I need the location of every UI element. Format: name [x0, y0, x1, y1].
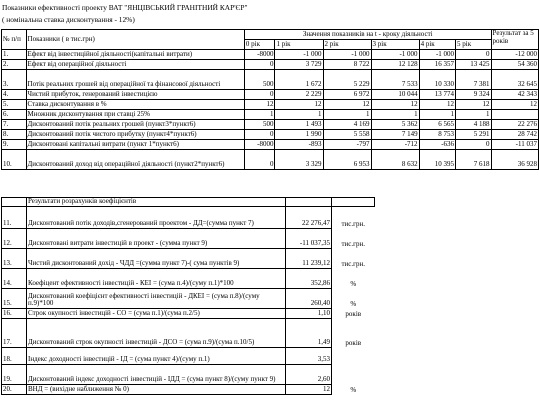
table-row — [2, 130, 539, 140]
year-value: 1 672 — [275, 70, 323, 90]
row-label: Дисконтований потік доходів,сгенерований проектом - ДД=(сумма пункт 7) — [27, 207, 286, 229]
row-label: Дисконтовані капітальні витрати (пункт 1*пункт6) — [26, 140, 244, 150]
row-label: Ефект від інвестиційної діяльності(капітальні витрати) — [26, 50, 244, 60]
table-row — [2, 70, 539, 90]
table-row — [2, 207, 375, 229]
year-value: 12 — [244, 100, 275, 110]
year-value: 500 — [244, 120, 275, 130]
years-group-header: Значення показників на t - кроку діяльності — [244, 30, 491, 40]
row-number: 12. — [2, 229, 27, 249]
year-value: 13 425 — [456, 60, 492, 70]
table-row — [2, 229, 375, 249]
year-value: 16 357 — [419, 60, 455, 70]
year-value: 5 362 — [371, 120, 419, 130]
row-label: Ефект від операційної діяльності — [26, 60, 244, 70]
table-row — [2, 120, 539, 130]
row-number: 20. — [2, 385, 27, 395]
year-value: 12 — [419, 100, 455, 110]
unit-label: % — [350, 279, 357, 288]
row-label: Дисконтований потік чистого прибутку (пункт4*пункт6) — [26, 130, 244, 140]
year-value: 12 — [456, 100, 492, 110]
row-label: Множник дисконтування при ставці 25% — [26, 110, 244, 120]
row-label: Строк окупності інвестицій - СО = (сума п.1)/(сума п.2/5) — [27, 309, 286, 319]
total-value: 28 742 — [491, 130, 538, 140]
year-value: 1 — [244, 110, 275, 120]
year-value: 8 632 — [371, 150, 419, 170]
year-value: 0 — [244, 150, 275, 170]
row-number: 13. — [2, 249, 27, 269]
table2-header-row — [2, 198, 375, 207]
year-value: 1 493 — [275, 120, 323, 130]
total-value — [491, 110, 538, 120]
year-value: 7 618 — [456, 150, 492, 170]
year-value: 3 329 — [275, 150, 323, 170]
unit-label: % — [350, 299, 357, 308]
unit-label: тис.грн. — [341, 259, 366, 268]
year-value: 7 149 — [371, 130, 419, 140]
row-number: 5. — [2, 100, 27, 110]
row-number: 7. — [2, 120, 27, 130]
year-value: 0 — [244, 60, 275, 70]
table-row — [2, 110, 539, 120]
row-number: 8. — [2, 130, 27, 140]
col-number-header: № п/п — [2, 30, 27, 50]
table-row — [2, 50, 539, 60]
row-label: Коефіцент ефективності інвестицій - КЕІ = (сума п.4)/(суму п.1)*100 — [27, 269, 286, 289]
total-value: 22 276 — [491, 120, 538, 130]
year-value: 6 953 — [323, 150, 371, 170]
table-row — [2, 319, 375, 348]
coefficients-table — [1, 197, 375, 395]
year-header: 2 рік — [323, 40, 371, 50]
year-value: 13 774 — [419, 90, 455, 100]
row-number: 1. — [2, 50, 27, 60]
year-value: 500 — [244, 70, 275, 90]
coefficient-value: 11 239,12 — [286, 249, 332, 269]
year-value: 10 330 — [419, 70, 455, 90]
year-value: 3 729 — [275, 60, 323, 70]
year-value: -1 000 — [275, 50, 323, 60]
coefficient-value: 352,86 — [286, 269, 332, 289]
blank-cell — [2, 198, 27, 207]
table-row — [2, 100, 539, 110]
row-label: Дисконтований строк окупності інвестицій - ДСО = (сума п.9)/(сума п.10/5) — [27, 319, 286, 348]
year-value: 4 188 — [456, 120, 492, 130]
year-value: 8 753 — [419, 130, 455, 140]
coefficient-value: -11 037,35 — [286, 229, 332, 249]
total-value: 12 — [491, 100, 538, 110]
row-number: 2. — [2, 60, 27, 70]
total-value: -11 037 — [491, 140, 538, 150]
table-row — [2, 348, 375, 365]
table-row — [2, 289, 375, 309]
unit-label: % — [350, 385, 357, 394]
year-value: 7 533 — [371, 70, 419, 90]
row-number: 17. — [2, 319, 27, 348]
row-label: Чистий прибуток, генерований інвестицією — [26, 90, 244, 100]
row-label: Дисконтований потік реальних грошей (пункт3*пункт6) — [26, 120, 244, 130]
total-value: 54 360 — [491, 60, 538, 70]
table-row — [2, 269, 375, 289]
year-value: -1 000 — [323, 50, 371, 60]
year-value: 10 395 — [419, 150, 455, 170]
year-value: 1 — [275, 110, 323, 120]
row-number: 18. — [2, 348, 27, 365]
year-value: 0 — [244, 130, 275, 140]
year-value: 12 — [323, 100, 371, 110]
blank-cell — [286, 198, 332, 207]
year-value: 0 — [244, 90, 275, 100]
row-number: 3. — [2, 70, 27, 90]
year-value: -636 — [419, 140, 455, 150]
col-total-header: Результат за 5 років — [491, 30, 538, 50]
year-value: 1 — [323, 110, 371, 120]
table-row — [2, 140, 539, 150]
year-header: 4 рік — [419, 40, 455, 50]
year-value: -712 — [371, 140, 419, 150]
row-label: Дисконтований індекс доходності інвестицій - ІДД = (сума пункт 8)/(суму пункт 9) — [27, 365, 286, 385]
year-value: 2 229 — [275, 90, 323, 100]
coefficient-value: 2,60 — [286, 365, 332, 385]
year-value: 5 558 — [323, 130, 371, 140]
year-header: 1 рік — [275, 40, 323, 50]
year-value: -1 000 — [371, 50, 419, 60]
year-header: 5 рік — [456, 40, 492, 50]
report-title: Показники ефективності проекту ВАТ "ЯНЦІВСЬКИЙ ГРАНІТНИЙ КАР'ЄР" — [2, 3, 248, 12]
unit-label: років — [345, 338, 362, 347]
table-row — [2, 385, 375, 395]
coefficient-value: 12 — [286, 385, 332, 395]
year-value: 9 324 — [456, 90, 492, 100]
row-number: 6. — [2, 110, 27, 120]
year-value: -893 — [275, 140, 323, 150]
year-value: 0 — [456, 50, 492, 60]
row-label: ВНД = (вихідне наближення № 0) — [27, 385, 286, 395]
report-subtitle: ( номінальна ставка дисконтування - 12%) — [2, 15, 135, 24]
coefficient-value: 1,49 — [286, 319, 332, 348]
unit-label: тис.грн. — [341, 219, 366, 228]
row-number: 16. — [2, 309, 27, 319]
year-header: 3 рік — [371, 40, 419, 50]
year-value: 8 722 — [323, 60, 371, 70]
row-label: Потік реальних грошей від операційної та фінансової діяльності — [26, 70, 244, 90]
year-value: 10 044 — [371, 90, 419, 100]
row-number: 11. — [2, 207, 27, 229]
coefficients-header: Результати розрахунків коефіцієнтів — [27, 198, 286, 207]
table-row — [2, 309, 375, 319]
year-value: 6 565 — [419, 120, 455, 130]
year-value: 0 — [456, 140, 492, 150]
year-value: 4 169 — [323, 120, 371, 130]
row-number: 10. — [2, 150, 27, 170]
year-value: -8000 — [244, 140, 275, 150]
unit-label: тис.грн. — [341, 239, 366, 248]
total-value: 36 928 — [491, 150, 538, 170]
total-value: 32 645 — [491, 70, 538, 90]
table-row — [2, 365, 375, 385]
row-number: 9. — [2, 140, 27, 150]
unit-label — [332, 348, 375, 365]
row-label: Індекс доходності інвестицій - ІД = (сума пункт 4)/(суму п.1) — [27, 348, 286, 365]
row-label: Чистий дисконтований дохід - ЧДД =(сумма пункт 7)-( сума пунктів 9) — [27, 249, 286, 269]
table-row — [2, 150, 539, 170]
row-number: 14. — [2, 269, 27, 289]
row-number: 15. — [2, 289, 27, 309]
year-value: 12 128 — [371, 60, 419, 70]
year-value: 1 990 — [275, 130, 323, 140]
table-row — [2, 60, 539, 70]
coefficient-value: 3,53 — [286, 348, 332, 365]
year-value: 1 — [419, 110, 455, 120]
year-value: -8000 — [244, 50, 275, 60]
row-label: Дисконтовані витрати інвестицій в проект - (сумма пункт 9) — [27, 229, 286, 249]
year-value: 12 — [275, 100, 323, 110]
coefficient-value: 260,40 — [286, 289, 332, 309]
col-name-header: Показники ( в тис.грн) — [26, 30, 244, 50]
row-label: Ставка дисконтування в % — [26, 100, 244, 110]
table-row — [2, 249, 375, 269]
year-value: 1 — [456, 110, 492, 120]
total-value: -12 000 — [491, 50, 538, 60]
unit-label — [332, 365, 375, 385]
indicators-table — [1, 29, 539, 170]
year-value: -797 — [323, 140, 371, 150]
row-label: Дисконтований доход від операційної діяльності (пункт2*пункт6) — [26, 150, 244, 170]
row-number: 4. — [2, 90, 27, 100]
year-value: 5 229 — [323, 70, 371, 90]
unit-label: років — [345, 309, 362, 318]
year-value: -1 000 — [419, 50, 455, 60]
coefficient-value: 22 276,47 — [286, 207, 332, 229]
row-label: Дисконтований коефіцієнт ефективності інвестицій - ДКЕІ = (сума п.8)/(суму п.9)*100 — [27, 289, 286, 309]
table-row — [2, 90, 539, 100]
blank-cell — [332, 198, 375, 207]
year-value: 1 — [371, 110, 419, 120]
row-number: 19. — [2, 365, 27, 385]
year-header: 0 рік — [244, 40, 275, 50]
year-value: 7 381 — [456, 70, 492, 90]
year-value: 12 — [371, 100, 419, 110]
year-value: 5 291 — [456, 130, 492, 140]
year-value: 6 972 — [323, 90, 371, 100]
table1-header-row-1 — [2, 30, 539, 40]
coefficient-value: 1,10 — [286, 309, 332, 319]
total-value: 42 343 — [491, 90, 538, 100]
